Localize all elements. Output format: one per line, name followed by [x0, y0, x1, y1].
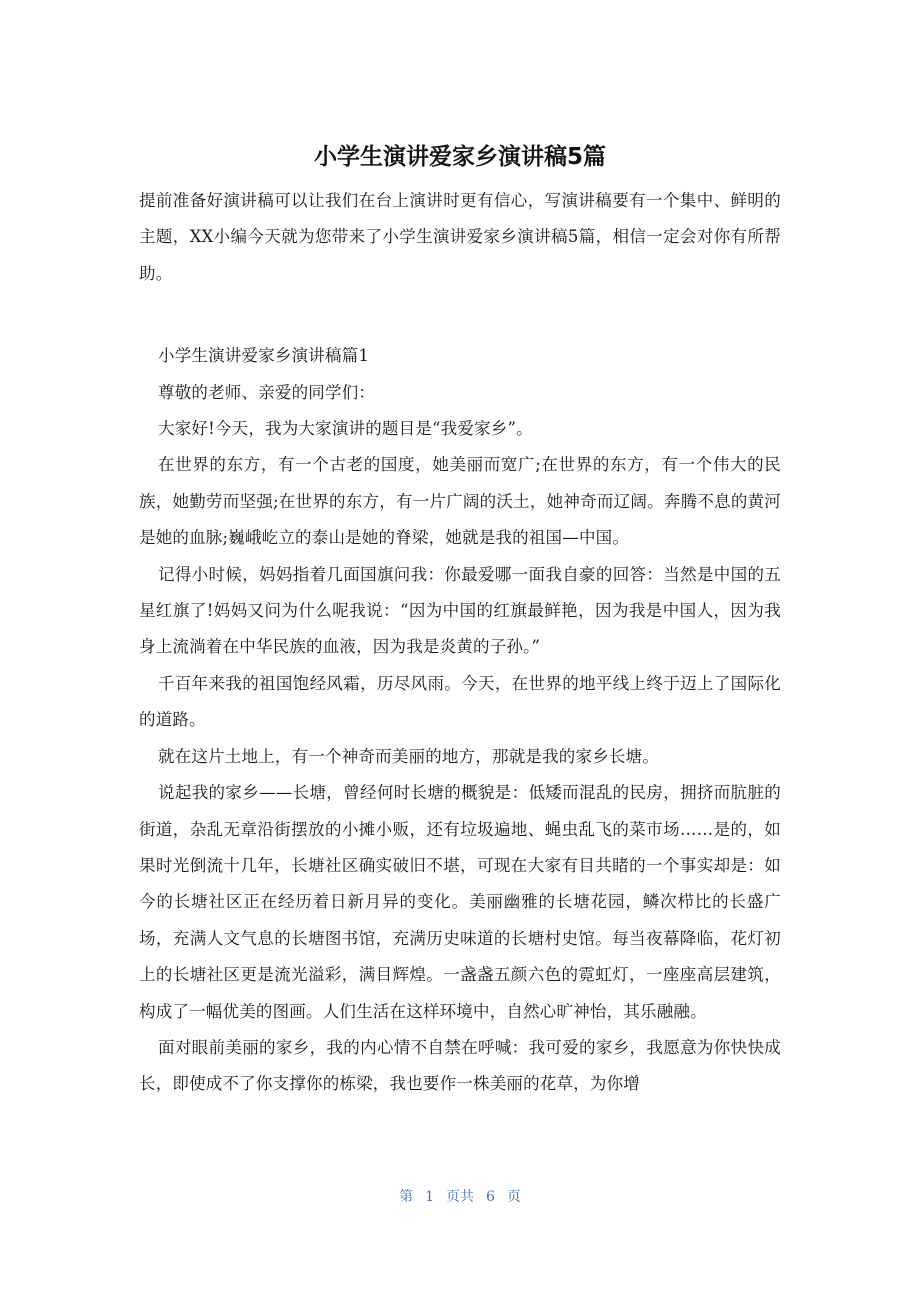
- document-body: [139, 183, 781, 1103]
- salutation: 尊敬的老师、亲爱的同学们：: [158, 382, 376, 402]
- footer-total-pages: 6: [486, 1189, 495, 1205]
- footer-label-page: 第: [399, 1189, 414, 1205]
- page-footer: [0, 1186, 920, 1208]
- body-paragraph: 在世界的东方，有一个古老的国度，她美丽而宽广;在世界的东方，有一个伟大的民族，她勤劳而坚强;在世界的东方，有一片广阔的沃土，她神奇而辽阔。奔腾不息的黄河是她的血脉;巍峨屹立的泰山是她的脊梁，她就是我的祖国—中国。: [139, 455, 781, 548]
- body-paragraph: 面对眼前美丽的家乡，我的内心情不自禁在呼喊：我可爱的家乡，我愿意为你快快成长，即使成不了你支撑你的栋梁，我也要作一株美丽的花草，为你增: [139, 1037, 781, 1094]
- footer-label-of: 页共: [446, 1189, 474, 1205]
- body-paragraph: 就在这片土地上，有一个神奇而美丽的地方，那就是我的家乡长塘。: [158, 746, 659, 766]
- footer-label-end: 页: [506, 1189, 521, 1205]
- section-spacer: [139, 292, 781, 338]
- body-paragraph: 记得小时候，妈妈指着几面国旗问我：你最爱哪一面我自豪的回答：当然是中国的五星红旗了!妈妈又问为什么呢我说：“因为中国的红旗最鲜艳，因为我是中国人，因为我身上流淌着在中华民族的血液，因为我是炎黄的子孙。”: [139, 564, 781, 657]
- document-title: 小学生演讲爱家乡演讲稿5篇: [313, 144, 606, 170]
- section-heading: 小学生演讲爱家乡演讲稿篇1: [158, 346, 370, 366]
- intro-paragraph: 提前准备好演讲稿可以让我们在台上演讲时更有信心，写演讲稿要有一个集中、鲜明的主题，XX小编今天就为您带来了小学生演讲爱家乡演讲稿5篇，相信一定会对你有所帮助。: [139, 191, 781, 283]
- body-paragraph: 千百年来我的祖国饱经风霜，历尽风雨。今天，在世界的地平线上终于迈上了国际化的道路。: [139, 673, 781, 730]
- footer-current-page: 1: [425, 1189, 434, 1205]
- body-paragraph: 说起我的家乡——长塘，曾经何时长塘的概貌是：低矮而混乱的民房，拥挤而肮脏的街道，杂乱无章沿街摆放的小摊小贩，还有垃圾遍地、蝇虫乱飞的菜市场……是的，如果时光倒流十几年，长塘社区确实破旧不堪，可现在大家有目共睹的一个事实却是：如今的长塘社区正在经历着日新月异的变化。美丽幽雅的长塘花园，鳞次栉比的长盛广场，充满人文气息的长塘图书馆，充满历史味道的长塘村史馆。每当夜幕降临，花灯初上的长塘社区更是流光溢彩，满目辉煌。一盏盏五颜六色的霓虹灯，一座座高层建筑，构成了一幅优美的图画。人们生活在这样环境中，自然心旷神怡，其乐融融。: [139, 783, 781, 1021]
- greeting-paragraph: 大家好!今天，我为大家演讲的题目是“我爱家乡”。: [158, 419, 533, 439]
